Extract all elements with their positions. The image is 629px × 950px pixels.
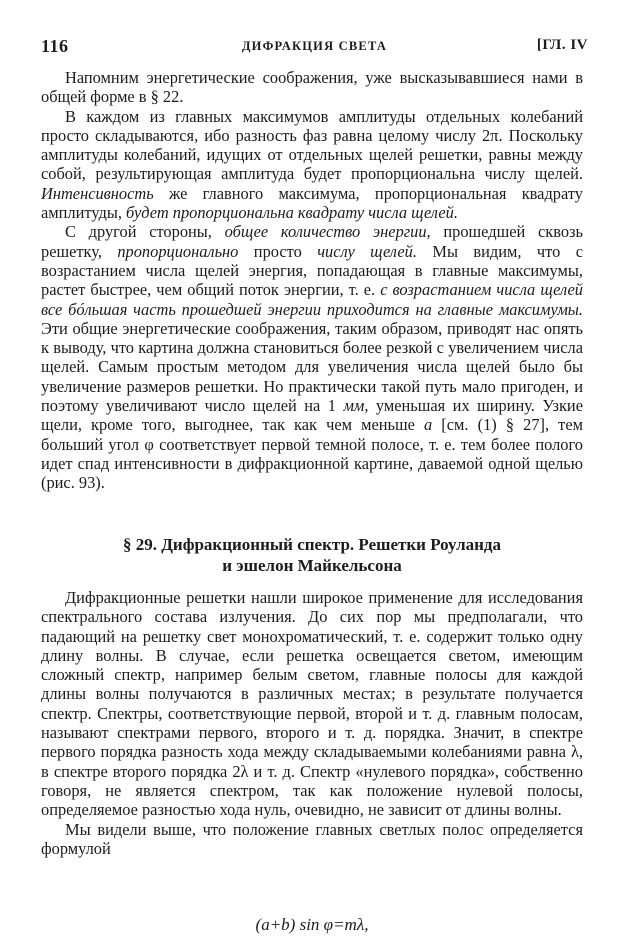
paragraph-bright-bands: Мы видели выше, что положение главных светлых полос определяется формулой: [41, 819, 583, 858]
paragraph-energy-reminder: Напомним энергетические соображения, уже высказывавшиеся нами в общей форме в § 22.: [41, 68, 583, 107]
grating-formula: (a+b) sin φ=mλ,: [255, 915, 369, 934]
section-heading-line-1: § 29. Дифракционный спектр. Решетки Роуланда: [122, 535, 502, 554]
text-block-top: [41, 68, 583, 493]
paragraph-main-maxima: В каждом из главных максимумов амплитуды отдельных колебаний просто складываются, ибо разность фаз равна целому числу 2π. Поскольку амплитуды колебаний, идущих от отдельных щелей решетки, равны между собой, результирующая амплитуда будет пропорциональна числу щелей. Интенсивность же главного максимума, пропорциональная квадрату амплитуды, будет пропорциональна квадрату числа щелей.: [41, 106, 583, 223]
section-heading-line-2: и эшелон Майкельсона: [222, 556, 402, 575]
chapter-title: ДИФРАКЦИЯ СВЕТА: [241, 39, 388, 53]
text-block-bottom: [41, 588, 583, 858]
paragraph-diffraction-gratings: Дифракционные решетки нашли широкое применение для исследования спектрального состава излучения. До сих пор мы предполагали, что падающий на решетку свет монохроматический, т. е. содержит только одну длину волны. В случае, если решетка освещается светом, имеющим сложный спектр, например белым светом, главные полосы для каждой длины волны получаются в различных местах; в результате получается спектр. Спектры, соответствующие первой, второй и т. д. главным полосам, называют спектрами первого, второго и т. д. порядка. Значит, в спектре первого порядка разность хода между складываемыми колебаниями равна λ, в спектре второго порядка 2λ и т. д. Спектр «нулевого порядка», собственно говоря, не является спектром, так как положение нулевой полосы, определяемое разностью хода нуль, очевидно, не зависит от длины волны.: [41, 588, 583, 820]
chapter-ref: [ГЛ. IV: [536, 37, 588, 53]
section-heading: [41, 534, 583, 576]
page-number: 116: [41, 36, 69, 56]
paragraph-total-energy: С другой стороны, общее количество энергии, прошедшей сквозь решетку, пропорционально просто числу щелей. Мы видим, что с возрастанием числа щелей энергия, попадающая в главные максимумы, растет быстрее, чем общий поток энергии, т. е. с возрастанием числа щелей все бóльшая часть прошедшей энергии приходится на главные максимумы. Эти общие энергетические соображения, таким образом, приводят нас опять к выводу, что картина должна становиться более резкой с увеличением числа щелей. Самым простым методом для увеличения числа щелей было бы увеличение размеров решетки. Но практически такой путь мало пригоден, и поэтому увеличивают число щелей на 1 мм, уменьшая их ширину. Узкие щели, кроме того, выгоднее, так как чем меньше a [см. (1) § 27], тем больший угол φ соответствует первой темной полосе, т. е. тем более полого идет спад интенсивности в дифракционной картине, даваемой одной щелью (рис. 93).: [41, 222, 583, 493]
running-head: [41, 36, 588, 56]
